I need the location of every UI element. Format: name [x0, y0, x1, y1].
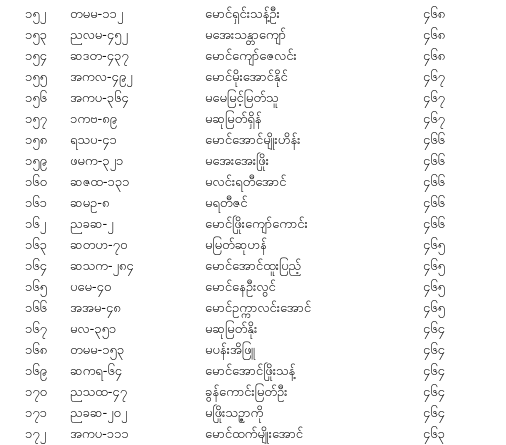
table-row [0, 67, 506, 88]
total-mark: ၄၆၄ [423, 364, 445, 379]
total-mark: ၄၆၇ [423, 112, 445, 127]
row-number: ၁၅၆ [25, 91, 47, 106]
row-number: ၁၅၄ [25, 49, 47, 64]
row-number: ၁၅၇ [25, 112, 47, 127]
table-row [0, 151, 506, 172]
row-number: ၁၇၂ [25, 427, 47, 442]
table-row [0, 172, 506, 193]
roll-number: ဆတဟ-၇၀ [70, 238, 128, 253]
roll-number: ဆကရ-၆၄ [70, 364, 123, 379]
table-row [0, 235, 506, 256]
table-row [0, 214, 506, 235]
table-row [0, 361, 506, 382]
table-row [0, 319, 506, 340]
roll-number: ညခဆ-၂၀၂ [70, 406, 128, 421]
roll-number: ရသပ-၄၁ [70, 133, 117, 148]
roll-number: ပမေ-၄၀ [70, 280, 112, 295]
row-number: ၁၇၀ [25, 385, 47, 400]
row-number: ၁၆၆ [25, 301, 47, 316]
row-number: ၁၆၅ [25, 280, 47, 295]
student-name: မဆုမြတ်နိုး [205, 322, 258, 337]
roll-number: တမမ-၁၅၃ [70, 343, 125, 358]
table-row [0, 298, 506, 319]
table-row [0, 424, 506, 445]
total-mark: ၄၆၆ [423, 133, 445, 148]
student-name: မောင်ထက်မျိုးအောင် [205, 427, 304, 442]
total-mark: ၄၆၆ [423, 175, 445, 190]
roll-number: ဖမက-၃၂၁ [70, 154, 124, 169]
student-name: မောင်ဖြိုးကျော်ကောင်း [205, 217, 308, 232]
student-name: မလင်းရတီအောင် [205, 175, 287, 190]
roll-number: ညလမ-၄၅၂ [70, 28, 128, 43]
row-number: ၁၆၈ [25, 343, 48, 358]
student-name: မောင်ရှင်းသန့်ဦး [205, 7, 280, 22]
table-row [0, 340, 506, 361]
roll-number: ညသထ-၄၇ [70, 385, 128, 400]
roll-number: အကပ-၃၆၄ [70, 91, 129, 106]
student-name: မဖြိုးသဥ္ဇာကို [205, 406, 264, 421]
student-name: မဆုမြတ်ရှိန် [205, 112, 262, 127]
table-row [0, 277, 506, 298]
student-name: မမြတ်ဆုဟန် [205, 238, 267, 253]
row-number: ၁၆၁ [25, 196, 47, 211]
table-row [0, 109, 506, 130]
roll-number: ဆဇထ-၁၃၁ [70, 175, 130, 190]
student-name: မောင်နေဦးလွင် [205, 280, 276, 295]
roll-number: ဆသက-၂၈၄ [70, 259, 134, 274]
total-mark: ၄၆၆ [423, 217, 445, 232]
total-mark: ၄၆၇ [423, 91, 445, 106]
student-name: ခွန်ကောင်းမြတ်ဦး [205, 385, 288, 400]
table-row [0, 46, 506, 67]
student-name: မရတီဇင် [205, 196, 248, 211]
table-row [0, 130, 506, 151]
roll-number: ဆဒတ-၄၃၇ [70, 49, 129, 64]
roll-number: မလ-၃၅၁ [70, 322, 117, 337]
student-name: မောင်အောင်မျိုးဟိန်း [205, 133, 301, 148]
student-name: မောင်အောင်ထူးပြည့် [205, 259, 302, 274]
row-number: ၁၅၈ [25, 133, 48, 148]
table-row [0, 4, 506, 25]
row-number: ၁၆၉ [25, 364, 47, 379]
total-mark: ၄၆၈ [423, 28, 446, 43]
total-mark: ၄၆၄ [423, 385, 445, 400]
total-mark: ၄၆၆ [423, 196, 445, 211]
student-name: မောင်ဥက္ကာလင်းအောင် [205, 301, 312, 316]
roll-number: ၁ကဗ-၈၉ [70, 112, 117, 127]
total-mark: ၄၆၈ [423, 49, 446, 64]
total-mark: ၄၆၃ [423, 427, 445, 442]
row-number: ၁၅၉ [25, 154, 47, 169]
table-row [0, 256, 506, 277]
roll-number: ဆမဥ-၈ [70, 196, 110, 211]
roll-number: အကပ-၁၁၁ [70, 427, 129, 442]
table-row [0, 88, 506, 109]
roll-number: တမမ-၁၁၂ [70, 7, 124, 22]
table-row [0, 403, 506, 424]
table-row [0, 193, 506, 214]
total-mark: ၄၆၆ [423, 154, 445, 169]
total-mark: ၄၆၅ [423, 238, 445, 253]
student-name: မအေးသန္တာကျော် [205, 28, 287, 43]
row-number: ၁၆၀ [25, 175, 47, 190]
student-name: မောင်မိုးအောင်နိုင် [205, 70, 288, 85]
total-mark: ၄၆၅ [423, 301, 445, 316]
total-mark: ၄၆၇ [423, 70, 445, 85]
total-mark: ၄၆၄ [423, 343, 445, 358]
row-number: ၁၆၄ [25, 259, 47, 274]
table-row [0, 382, 506, 403]
roll-number: ညခဆ-၂ [70, 217, 114, 232]
row-number: ၁၆၇ [25, 322, 47, 337]
total-mark: ၄၆၅ [423, 280, 445, 295]
total-mark: ၄၆၅ [423, 259, 445, 274]
total-mark: ၄၆၄ [423, 406, 445, 421]
row-number: ၁၇၁ [25, 406, 47, 421]
total-mark: ၄၆၄ [423, 322, 445, 337]
roll-number: အကလ-၄၉၂ [70, 70, 133, 85]
row-number: ၁၅၅ [25, 70, 47, 85]
row-number: ၁၅၂ [25, 7, 47, 22]
total-mark: ၄၆၈ [423, 7, 446, 22]
student-name: မောင်ကျော်ဇေလင်း [205, 49, 297, 64]
student-name: မပန်းအိဖြူ [205, 343, 256, 358]
row-number: ၁၅၃ [25, 28, 47, 43]
row-number: ၁၆၃ [25, 238, 47, 253]
roll-number: အအမ-၄၈ [70, 301, 121, 316]
row-number: ၁၆၂ [25, 217, 47, 232]
student-name: မမေမြင့်မြတ်သူ [205, 91, 279, 106]
student-name: မအေးအေးဖြိုး [205, 154, 269, 169]
table-row [0, 25, 506, 46]
student-name: မောင်အောင်ဖြိုးသန့် [205, 364, 296, 379]
